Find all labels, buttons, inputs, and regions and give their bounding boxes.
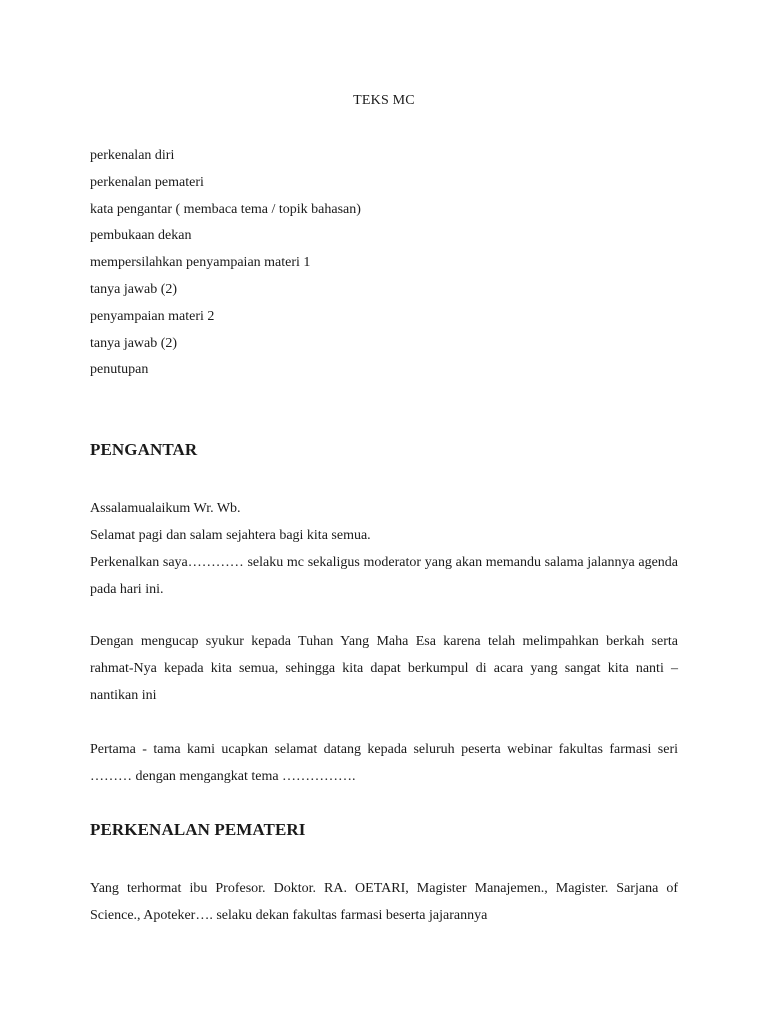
agenda-item: penyampaian materi 2 bbox=[90, 308, 215, 324]
paragraph-gratitude: Dengan mengucap syukur kepada Tuhan Yang Maha Esa karena telah melimpahkan berkah serta rahmat-Nya kepada kita semua, sehingga kita dapat berkumpul di acara yang sangat kita nanti – nantikan ini bbox=[90, 634, 678, 703]
agenda-item: tanya jawab (2) bbox=[90, 335, 178, 351]
agenda-item: tanya jawab (2) bbox=[90, 281, 178, 297]
agenda-item: perkenalan diri bbox=[90, 148, 175, 163]
document-title: TEKS MC bbox=[353, 93, 415, 108]
paragraph-speaker-intro: Yang terhormat ibu Profesor. Doktor. RA. OETARI, Magister Manajemen., Magister. Sarjana of Science., Apoteker…. selaku dekan fakultas farmasi beserta jajarannya bbox=[90, 881, 678, 923]
section-heading-pengantar: PENGANTAR bbox=[90, 440, 198, 459]
agenda-item: pembukaan dekan bbox=[90, 228, 192, 244]
section-heading-perkenalan-pemateri: PERKENALAN PEMATERI bbox=[90, 820, 306, 839]
agenda-item: mempersilahkan penyampaian materi 1 bbox=[90, 255, 311, 271]
paragraph-welcome: Pertama - tama kami ucapkan selamat datang kepada seluruh peserta webinar fakultas farmasi seri ……… dengan mengangkat tema ……………. bbox=[90, 742, 678, 784]
paragraph-greeting: Assalamualaikum Wr. Wb. Selamat pagi dan salam sejahtera bagi kita semua. Perkenalkan saya………… selaku mc sekaligus moderator yang akan memandu salama jalannya agenda pada hari ini. bbox=[90, 501, 678, 597]
agenda-item: penutupan bbox=[90, 362, 149, 378]
agenda-list bbox=[90, 146, 361, 387]
agenda-item: kata pengantar ( membaca tema / topik bahasan) bbox=[90, 201, 361, 217]
agenda-item: perkenalan pemateri bbox=[90, 174, 204, 190]
